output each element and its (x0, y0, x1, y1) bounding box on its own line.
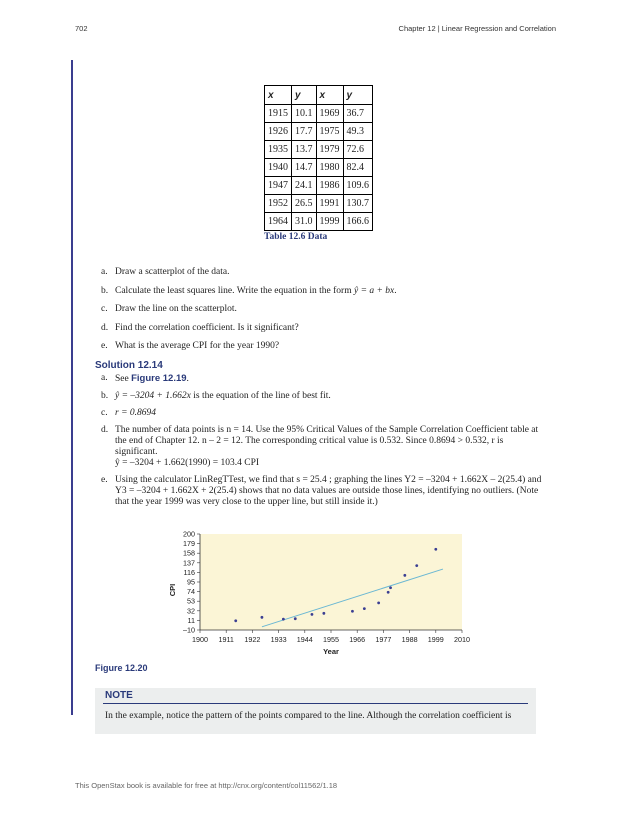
list-item (96, 323, 397, 334)
x-tick-label: 1955 (323, 635, 339, 644)
y-tick-label: –10 (183, 625, 195, 635)
item-text: The number of data points is n = 14. Use the 95% Critical Values of the Sample Correlation Coefficient table at the end of Chapter 12. n – 2 = 12. The corresponding critical value is 0.532. Since 0.8694 > 0.532, r is significant. (115, 425, 539, 457)
x-tick-label: 1999 (427, 635, 444, 644)
data-point (377, 601, 380, 604)
y-tick-label: 179 (183, 539, 195, 549)
table-row (265, 141, 373, 159)
y-tick-label: 53 (187, 596, 195, 606)
table-cell: 1969 (316, 105, 343, 123)
table-cell: 1999 (316, 213, 343, 231)
item-text: What is the average CPI for the year 1990? (115, 341, 280, 351)
y-tick-label: 137 (183, 558, 195, 568)
equation: ŷ = –3204 + 1.662x (115, 391, 191, 401)
data-point (311, 613, 314, 616)
table-cell: 166.6 (343, 213, 373, 231)
item-label: b. (101, 391, 109, 401)
note-box (95, 688, 536, 734)
data-point (415, 564, 418, 567)
table-cell: 1940 (265, 159, 292, 177)
table-cell: 26.5 (292, 195, 317, 213)
x-tick-label: 1988 (401, 635, 418, 644)
item-text: r = 0.8694 (115, 408, 156, 418)
table-cell: 1980 (316, 159, 343, 177)
note-divider (103, 703, 528, 704)
x-tick-label: 1933 (270, 635, 287, 644)
data-point (234, 619, 237, 622)
item-label: c. (101, 304, 108, 314)
table-cell: 1935 (265, 141, 292, 159)
table-cell: 1964 (265, 213, 292, 231)
x-tick-label: 1977 (375, 635, 392, 644)
x-axis-label: Year (323, 647, 339, 656)
item-label: b. (101, 285, 109, 296)
figure-link[interactable]: Figure 12.19 (131, 373, 187, 384)
table-cell: 1979 (316, 141, 343, 159)
table-cell: 1986 (316, 177, 343, 195)
table-cell: 1926 (265, 123, 292, 141)
scatter-chart-svg (160, 525, 470, 660)
data-point (282, 618, 285, 621)
table-cell: 49.3 (343, 123, 373, 141)
item-label: d. (101, 425, 109, 435)
header-x1: x (265, 86, 292, 105)
list-item (96, 425, 542, 469)
list-item (96, 286, 397, 297)
list-item (96, 391, 542, 402)
item-text: Draw a scatterplot of the data. (115, 267, 230, 277)
table-cell: 1947 (265, 177, 292, 195)
scatter-chart (160, 525, 470, 660)
item-text: Calculate the least squares line. Write the equation in the form (115, 285, 354, 296)
table-cell: 1991 (316, 195, 343, 213)
item-text: is the equation of the line of best fit. (190, 391, 331, 401)
item-text: . (394, 285, 397, 296)
x-tick-label: 1922 (244, 635, 261, 644)
x-tick-label: 2010 (454, 635, 470, 644)
y-tick-label: 74 (187, 587, 195, 597)
data-point (322, 612, 325, 615)
item-label: e. (101, 341, 108, 351)
table-cell: 17.7 (292, 123, 317, 141)
header-x2: x (316, 86, 343, 105)
y-tick-label: 95 (187, 577, 195, 587)
x-tick-label: 1944 (296, 635, 313, 644)
data-point (351, 610, 354, 613)
table-cell: 1915 (265, 105, 292, 123)
table-cell: 14.7 (292, 159, 317, 177)
list-item (96, 408, 542, 419)
data-table (264, 85, 373, 231)
item-text: . (186, 374, 189, 384)
y-tick-label: 11 (187, 615, 195, 625)
list-item (96, 341, 397, 352)
header-y2: y (343, 86, 373, 105)
data-point (389, 586, 392, 589)
item-label: d. (101, 322, 109, 333)
table-cell: 36.7 (343, 105, 373, 123)
note-text: In the example, notice the pattern of the points compared to the line. Although the correlation coefficient is (105, 711, 512, 721)
data-point (434, 548, 437, 551)
answer-list (96, 373, 542, 514)
y-tick-label: 32 (187, 606, 195, 616)
table-row (265, 159, 373, 177)
figure-caption: Figure 12.20 (95, 663, 148, 673)
table-row (265, 123, 373, 141)
page-number: 702 (75, 24, 88, 33)
table-cell: 1952 (265, 195, 292, 213)
item-label: c. (101, 408, 108, 418)
table-cell: 24.1 (292, 177, 317, 195)
list-item (96, 304, 397, 315)
item-text: Using the calculator LinRegTTest, we find that s = 25.4 ; graphing the lines Y2 = –3204 + 1.662X – 2(25.4) and Y3 = –3204 + 1.662X + 2(25.4) shows that no data values are outside those lines, identifying no outliers. (Note that the year 1999 was very close to the upper line, but still inside it.) (115, 475, 542, 507)
header-y1: y (292, 86, 317, 105)
plot-area (200, 534, 462, 630)
item-label: a. (101, 267, 108, 277)
item-label: e. (101, 475, 108, 485)
question-list (96, 267, 397, 360)
table-cell: 1975 (316, 123, 343, 141)
table-cell: 13.7 (292, 141, 317, 159)
calculation: ŷ = –3204 + 1.662(1990) = 103.4 CPI (115, 458, 260, 468)
table-cell: 72.6 (343, 141, 373, 159)
list-item (96, 267, 397, 278)
page-footer: This OpenStax book is available for free at http://cnx.org/content/col11562/1.18 (75, 781, 338, 790)
y-tick-label: 200 (183, 529, 195, 539)
x-tick-label: 1900 (192, 635, 208, 644)
table-cell: 130.7 (343, 195, 373, 213)
table-row (265, 177, 373, 195)
left-margin-bar (71, 60, 73, 715)
table-row (265, 105, 373, 123)
y-tick-label: 116 (183, 567, 195, 577)
item-text: Draw the line on the scatterplot. (115, 304, 237, 314)
solution-heading: Solution 12.14 (95, 360, 163, 371)
data-point (363, 607, 366, 610)
table-row (265, 213, 373, 231)
table-cell: 10.1 (292, 105, 317, 123)
table-cell: 31.0 (292, 213, 317, 231)
x-tick-label: 1911 (218, 635, 234, 644)
x-tick-label: 1966 (349, 635, 366, 644)
data-point (294, 617, 297, 620)
table-caption: Table 12.6 Data (264, 232, 328, 242)
item-label: a. (101, 373, 108, 383)
y-axis-label: CPI (168, 583, 177, 597)
list-item (96, 373, 542, 385)
item-text: Find the correlation coefficient. Is it significant? (115, 322, 299, 333)
table-header-row (265, 86, 373, 105)
equation: ŷ = a + bx (353, 285, 395, 296)
data-point (387, 591, 390, 594)
chapter-title: Chapter 12 | Linear Regression and Correlation (398, 24, 556, 33)
table-row (265, 195, 373, 213)
data-point (261, 616, 264, 619)
table-cell: 109.6 (343, 177, 373, 195)
y-tick-label: 158 (183, 548, 195, 558)
note-title: NOTE (105, 690, 133, 701)
data-point (403, 574, 406, 577)
item-text: See (115, 374, 132, 384)
list-item (96, 475, 542, 508)
table-cell: 82.4 (343, 159, 373, 177)
